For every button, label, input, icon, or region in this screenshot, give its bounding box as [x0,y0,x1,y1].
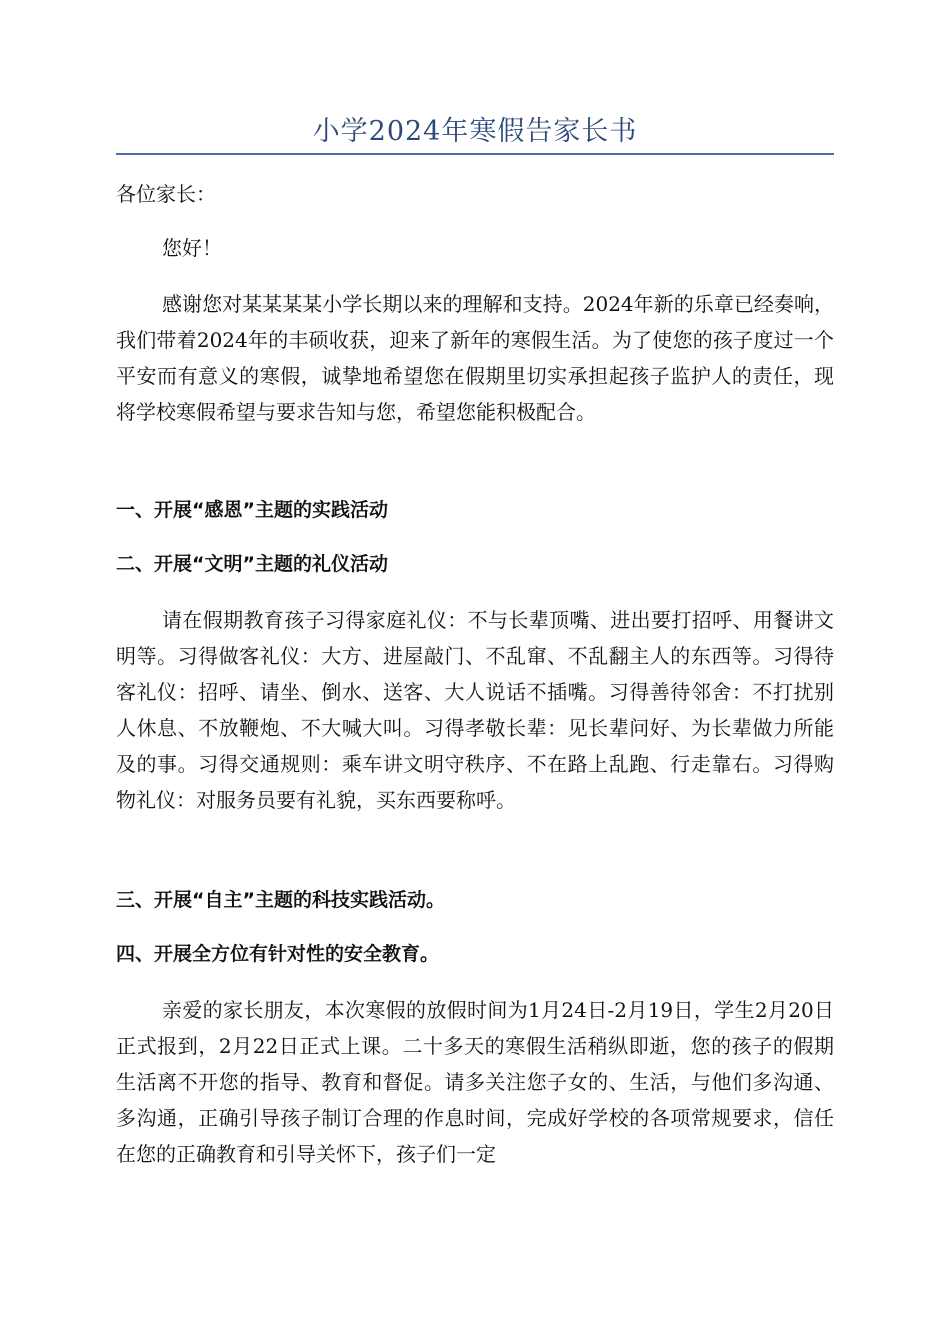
intro-paragraph: 感谢您对某某某某小学长期以来的理解和支持。2024年新的乐章已经奏响，我们带着2024年的丰硕收获，迎来了新年的寒假生活。为了使您的孩子度过一个平安而有意义的寒假，诚挚地希望您在假期里切实承担起孩子监护人的责任，现将学校寒假希望与要求告知与您，希望您能积极配合。 [116,292,834,424]
document-title: 小学2024年寒假告家长书 [312,116,638,147]
section-4-paragraph: 亲爱的家长朋友，本次寒假的放假时间为1月24日-2月19日，学生2月20日正式报到，2月22日正式上课。二十多天的寒假生活稍纵即逝，您的孩子的假期生活离不开您的指导、教育和督促。请多关注您子女的、生活，与他们多沟通、多沟通，正确引导孩子制订合理的作息时间，完成好学校的各项常规要求，信任在您的正确教育和引导关怀下，孩子们一定 [116,998,834,1166]
greeting: 您好！ [162,236,222,260]
section-heading-2: 二、开展“文明”主题的礼仪活动 [116,553,388,575]
section-2-paragraph: 请在假期教育孩子习得家庭礼仪：不与长辈顶嘴、进出要打招呼、用餐讲文明等。习得做客礼仪：大方、进屋敲门、不乱窜、不乱翻主人的东西等。习得待客礼仪：招呼、请坐、倒水、送客、大人说话不插嘴。习得善待邻舍：不打扰别人休息、不放鞭炮、不大喊大叫。习得孝敬长辈：见长辈问好、为长辈做力所能及的事。习得交通规则：乘车讲文明守秩序、不在路上乱跑、行走靠右。习得购物礼仪：对服务员要有礼貌，买东西要称呼。 [116,608,834,812]
section-heading-4: 四、开展全方位有针对性的安全教育。 [116,943,440,965]
salutation: 各位家长： [116,182,216,206]
title-underline [116,153,834,155]
section-heading-1: 一、开展“感恩”主题的实践活动 [116,499,388,521]
section-heading-3: 三、开展“自主”主题的科技实践活动。 [116,889,445,911]
